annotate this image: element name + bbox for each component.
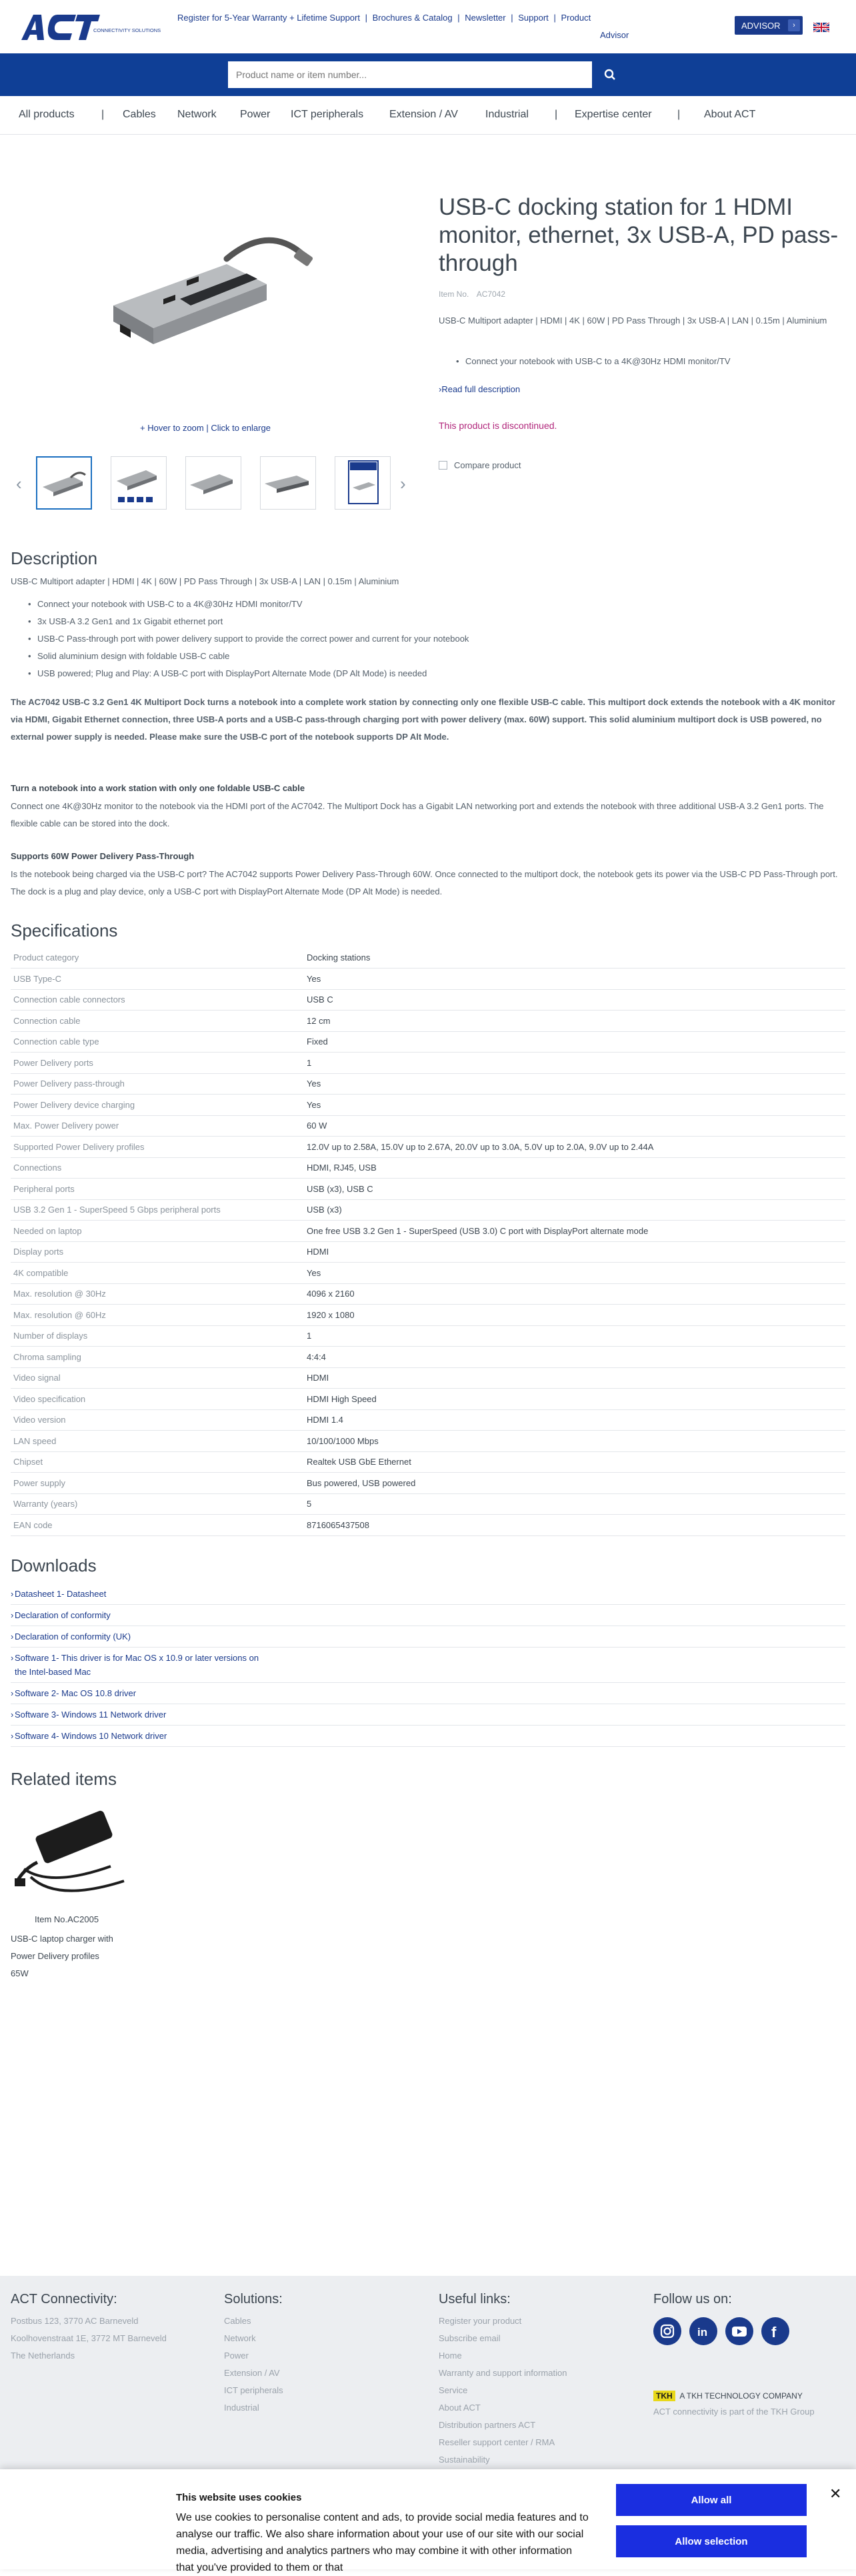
act-logo[interactable] (19, 12, 161, 43)
spec-value: Fixed (304, 1031, 845, 1053)
subsection-title: Turn a notebook into a work station with only one foldable USB-C cable (11, 783, 305, 793)
table-row (11, 989, 845, 1011)
facebook-icon[interactable] (761, 2317, 789, 2345)
table-row (11, 1263, 845, 1284)
spec-value: HDMI High Speed (304, 1389, 845, 1410)
spec-value: USB (x3), USB C (304, 1179, 845, 1200)
table-row (11, 1073, 845, 1095)
search-band (0, 53, 856, 96)
tkh-badge[interactable] (653, 2391, 803, 2401)
link-separator: | (365, 13, 367, 23)
list-item: • 3x USB-A 3.2 Gen1 and 1x Gigabit ethernet port (37, 616, 704, 634)
download-label: › Declaration of conformity (15, 1610, 111, 1620)
download-link[interactable] (11, 1726, 845, 1747)
footer-follow (653, 2292, 732, 2313)
link-product[interactable]: Product (561, 13, 591, 23)
main-nav (0, 96, 856, 135)
spec-key: Chipset (11, 1451, 304, 1473)
item-number-value: AC7042 (476, 289, 506, 299)
table-row (11, 1179, 845, 1200)
table-row (11, 1283, 845, 1305)
spec-key: Connection cable type (11, 1031, 304, 1053)
link-newsletter[interactable]: Newsletter (465, 13, 506, 23)
product-bullet: • Connect your notebook with USB-C to a 4K@30Hz HDMI monitor/TV (465, 356, 731, 366)
footer-link[interactable]: Distribution partners ACT (439, 2420, 536, 2430)
footer-link[interactable]: Sustainability (439, 2455, 490, 2465)
zoom-hint[interactable]: + Hover to zoom | Click to enlarge (140, 423, 271, 433)
spec-value: 60 W (304, 1115, 845, 1137)
thumbnail-image (186, 457, 239, 508)
discontinued-notice: This product is discontinued. (439, 420, 557, 431)
spec-key: Warranty (years) (11, 1493, 304, 1515)
download-link[interactable] (11, 1626, 845, 1648)
table-row (11, 947, 845, 969)
spec-key: Connection cable (11, 1011, 304, 1032)
svg-text:in: in (697, 2326, 707, 2339)
short-description: USB-C Multiport adapter | HDMI | 4K | 60W | PD Pass Through | 3x USB-A | LAN | 0.15m | Aluminium (439, 315, 827, 326)
thumbnail[interactable] (335, 456, 391, 510)
related-item-name-line: 65W (11, 1968, 29, 1978)
instagram-icon[interactable] (653, 2317, 681, 2345)
spec-key: Chroma sampling (11, 1347, 304, 1368)
spec-value: Yes (304, 1095, 845, 1116)
tkh-logo-icon: TKH (653, 2391, 675, 2401)
spec-value: 5 (304, 1493, 845, 1515)
nav-separator: | (555, 109, 558, 120)
nav-about-act[interactable]: About ACT (704, 109, 756, 120)
thumbnail-image (335, 457, 389, 508)
related-item-name-line: Power Delivery profiles (11, 1951, 99, 1961)
spec-key: Product category (11, 947, 304, 969)
search-button[interactable] (592, 61, 628, 88)
spec-value: 10/100/1000 Mbps (304, 1431, 845, 1452)
chevron-right-icon: › (788, 19, 800, 31)
footer-link[interactable]: Reseller support center / RMA (439, 2437, 555, 2447)
footer-link[interactable]: Industrial (224, 2403, 259, 2413)
footer-solutions (224, 2292, 283, 2417)
download-label: › Declaration of conformity (UK) (15, 1632, 131, 1642)
table-row (11, 1137, 845, 1158)
compare-product[interactable] (439, 460, 521, 470)
thumbnail[interactable] (111, 456, 167, 510)
table-row (11, 1053, 845, 1074)
table-row (11, 1031, 845, 1053)
list-item: • Connect your notebook with USB-C to a 4K@30Hz HDMI monitor/TV (37, 599, 704, 616)
table-row (11, 1367, 845, 1389)
nav-all-products[interactable]: All products (19, 109, 75, 120)
product-title: USB-C docking station for 1 HDMI monitor, ethernet, 3x USB-A, PD pass-through (439, 194, 839, 276)
footer-link[interactable]: Home (439, 2351, 462, 2361)
linkedin-icon[interactable] (689, 2317, 717, 2345)
spec-key: Power Delivery pass-through (11, 1073, 304, 1095)
spec-key: LAN speed (11, 1431, 304, 1452)
downloads-heading: Downloads (11, 1555, 97, 1575)
table-row (11, 1515, 845, 1536)
thumbnail-strip (0, 454, 427, 512)
link-advisor[interactable]: Advisor (600, 30, 629, 40)
spec-value: 1920 x 1080 (304, 1305, 845, 1326)
footer-heading: Solutions: (224, 2292, 283, 2307)
specifications-heading: Specifications (11, 920, 118, 940)
footer-link[interactable]: Warranty and support information (439, 2368, 567, 2378)
spec-key: Max. Power Delivery power (11, 1115, 304, 1137)
spec-key: Connection cable connectors (11, 989, 304, 1011)
nav-power[interactable]: Power (240, 109, 271, 120)
cookie-text: We use cookies to personalise content and ads, to provide social media features and to analyse our traffic. We also share information about your use of our site with our social media, advertising and analytics partners who may combine it with other information that you've provided to them or that (176, 2512, 589, 2573)
table-row (11, 1157, 845, 1179)
download-label: › Software 3- Windows 11 Network driver (15, 1710, 167, 1720)
spec-value: 8716065437508 (304, 1515, 845, 1536)
download-label: › Software 2- Mac OS 10.8 driver (15, 1688, 137, 1698)
spec-value: USB (x3) (304, 1199, 845, 1221)
nav-industrial[interactable]: Industrial (485, 109, 529, 120)
spec-key: USB 3.2 Gen 1 - SuperSpeed 5 Gbps peripheral ports (11, 1199, 304, 1221)
spec-value: 4:4:4 (304, 1347, 845, 1368)
advisor-button-label: ADVISOR (741, 20, 781, 31)
list-item: • Solid aluminium design with foldable USB-C cable (37, 651, 704, 668)
advisor-button[interactable] (735, 16, 803, 35)
spec-value: Yes (304, 1073, 845, 1095)
footer-text: Postbus 123, 3770 AC Barneveld (11, 2316, 139, 2326)
footer-address (11, 2292, 167, 2365)
cookie-banner (0, 2469, 856, 2573)
table-row (11, 1493, 845, 1515)
link-separator: | (457, 13, 460, 23)
spec-value: HDMI (304, 1241, 845, 1263)
spec-value: 1 (304, 1325, 845, 1347)
table-row (11, 969, 845, 990)
spec-key: Video version (11, 1409, 304, 1431)
spec-key: Display ports (11, 1241, 304, 1263)
footer-heading: Useful links: (439, 2292, 511, 2307)
description-bullets (37, 599, 704, 686)
related-item-image[interactable] (11, 1802, 131, 1902)
footer-heading: Follow us on: (653, 2292, 732, 2307)
spec-key: Power Delivery device charging (11, 1095, 304, 1116)
description-intro: USB-C Multiport adapter | HDMI | 4K | 60W | PD Pass Through | 3x USB-A | LAN | 0.15m | Aluminium (11, 576, 399, 586)
table-row (11, 1115, 845, 1137)
spec-key: Video signal (11, 1367, 304, 1389)
download-link[interactable] (11, 1583, 845, 1605)
table-row (11, 1241, 845, 1263)
table-row (11, 1409, 845, 1431)
table-row (11, 1305, 845, 1326)
svg-text:f: f (771, 2324, 776, 2341)
download-label: › Datasheet 1- Datasheet (15, 1589, 107, 1599)
nav-extension-av[interactable]: Extension / AV (389, 109, 458, 120)
spec-value: 12 cm (304, 1011, 845, 1032)
spec-value: Yes (304, 1263, 845, 1284)
footer-link[interactable]: About ACT (439, 2403, 481, 2413)
table-row (11, 1011, 845, 1032)
link-support[interactable]: Support (518, 13, 549, 23)
close-icon[interactable]: ✕ (829, 2485, 842, 2502)
related-item-name-line: USB-C laptop charger with (11, 1934, 113, 1944)
table-row (11, 1473, 845, 1494)
spec-key: Video specification (11, 1389, 304, 1410)
thumbnail-image (111, 457, 165, 508)
spec-value: HDMI 1.4 (304, 1409, 845, 1431)
nav-separator: | (677, 109, 681, 120)
compare-label: Compare product (454, 460, 521, 470)
read-full-description-link[interactable]: ›Read full description (439, 384, 521, 394)
nav-separator: | (101, 109, 105, 120)
subsection-text: Is the notebook being charged via the USB-C port? The AC7042 supports Power Delivery Pass-Through 60W. Once connected to the multiport dock, the notebook gets its power via the USB-C PD Pass-Through port. The dock is a plug and play device, only a USB-C port with DisplayPort Alternate Mode (DP Alt Mode) is needed. (11, 869, 838, 896)
nav-ict-peripherals[interactable]: ICT peripherals (291, 109, 364, 120)
spec-value: 1 (304, 1053, 845, 1074)
footer-link[interactable]: Network (224, 2333, 256, 2343)
youtube-icon[interactable] (725, 2317, 753, 2345)
download-label: the Intel-based Mac (15, 1667, 91, 1677)
footer-link[interactable]: Service (439, 2385, 468, 2395)
footer-useful-links (439, 2292, 567, 2469)
footer-text: Koolhovenstraat 1E, 3772 MT Barneveld (11, 2333, 167, 2343)
allow-selection-button[interactable]: Allow selection (616, 2525, 807, 2557)
chevron-left-icon[interactable]: ‹ (16, 474, 22, 494)
nav-expertise-center[interactable]: Expertise center (575, 109, 652, 120)
list-item: • USB-C Pass-through port with power delivery support to provide the correct power and current for your notebook (37, 634, 704, 651)
spec-value: 12.0V up to 2.58A, 15.0V up to 2.67A, 20.0V up to 3.0A, 5.0V up to 2.0A, 9.0V up to 2.44A (304, 1137, 845, 1158)
download-label: › Software 4- Windows 10 Network driver (15, 1731, 167, 1741)
table-row (11, 1095, 845, 1116)
footer-link[interactable]: Subscribe email (439, 2333, 501, 2343)
spec-key: Peripheral ports (11, 1179, 304, 1200)
nav-cables[interactable]: Cables (123, 109, 156, 120)
list-item: • USB powered; Plug and Play: A USB-C port with DisplayPort Alternate Mode (DP Alt Mode) is needed (37, 668, 704, 686)
table-row (11, 1431, 845, 1452)
allow-all-button[interactable]: Allow all (616, 2484, 807, 2516)
spec-value: HDMI, RJ45, USB (304, 1157, 845, 1179)
spec-key: Connections (11, 1157, 304, 1179)
spec-value: Realtek USB GbE Ethernet (304, 1451, 845, 1473)
spec-value: One free USB 3.2 Gen 1 - SuperSpeed (USB 3.0) C port with DisplayPort alternate mode (304, 1221, 845, 1242)
product-main-image[interactable] (100, 185, 324, 399)
spec-value: Bus powered, USB powered (304, 1473, 845, 1494)
item-number-label: Item No. (439, 289, 469, 299)
subsection-text: Connect one 4K@30Hz monitor to the notebook via the HDMI port of the AC7042. The Multiport Dock has a Gigabit LAN networking port and extends the notebook with three additional USB-A 3.2 Gen1 ports. The flexible cable can be stored into the dock. (11, 801, 824, 828)
spec-value: Docking stations (304, 947, 845, 969)
link-separator: | (553, 13, 556, 23)
spec-key: Power Delivery ports (11, 1053, 304, 1074)
footer-text: The Netherlands (11, 2351, 75, 2361)
subsection-title: Supports 60W Power Delivery Pass-Through (11, 851, 195, 861)
spec-key: Max. resolution @ 30Hz (11, 1283, 304, 1305)
thumbnail[interactable] (260, 456, 316, 510)
nav-network[interactable]: Network (177, 109, 217, 120)
spec-value: HDMI (304, 1367, 845, 1389)
top-header (0, 0, 856, 53)
search-icon (604, 69, 616, 81)
table-row (11, 1347, 845, 1368)
related-item-name[interactable] (11, 1930, 144, 1982)
spec-value: USB C (304, 989, 845, 1011)
spec-key: 4K compatible (11, 1263, 304, 1284)
spec-key: Power supply (11, 1473, 304, 1494)
footer-link[interactable]: ICT peripherals (224, 2385, 283, 2395)
footer-link[interactable]: Cables (224, 2316, 251, 2326)
thumbnail[interactable] (36, 456, 92, 510)
table-row (11, 1325, 845, 1347)
link-separator: | (511, 13, 513, 23)
description-heading: Description (11, 548, 98, 568)
download-link[interactable] (11, 1683, 845, 1704)
footer-link[interactable]: Extension / AV (224, 2368, 280, 2378)
table-row (11, 1389, 845, 1410)
thumbnail[interactable] (185, 456, 241, 510)
top-links (177, 9, 629, 40)
search-input[interactable] (228, 61, 592, 88)
download-link[interactable] (11, 1605, 845, 1626)
footer-link[interactable]: Register your product (439, 2316, 522, 2326)
specifications-table (11, 947, 845, 1536)
uk-flag-icon[interactable] (813, 23, 829, 32)
spec-value: Yes (304, 969, 845, 990)
chevron-right-icon[interactable]: › (400, 474, 406, 494)
spec-key: Supported Power Delivery profiles (11, 1137, 304, 1158)
related-items-heading: Related items (11, 1769, 117, 1789)
description-summary: The AC7042 USB-C 3.2 Gen1 4K Multiport Dock turns a notebook into a complete work station by connecting only one flexible USB-C cable. This multiport dock extends the notebook with a 4K monitor via HDMI, Gigabit Ethernet connection, three USB-A ports and a USB-C pass-through charging port with power delivery (max. 60W) support. This solid aluminium multiport dock is USB powered, no external power supply is needed. Please make sure the USB-C port of the notebook supports DP Alt Mode. (11, 697, 835, 742)
download-link[interactable] (11, 1704, 845, 1726)
footer-heading: ACT Connectivity: (11, 2292, 117, 2307)
thumbnail-image (37, 458, 91, 508)
table-row (11, 1199, 845, 1221)
svg-text:CONNECTIVITY SOLUTIONS: CONNECTIVITY SOLUTIONS (93, 27, 161, 33)
related-item-number[interactable]: Item No.AC2005 (35, 1914, 99, 1924)
spec-key: EAN code (11, 1515, 304, 1536)
item-number (439, 289, 505, 299)
download-label: › Software 1- This driver is for Mac OS x 10.9 or later versions on (15, 1653, 259, 1663)
compare-checkbox[interactable] (439, 461, 447, 470)
spec-key: Number of displays (11, 1325, 304, 1347)
table-row (11, 1451, 845, 1473)
download-link[interactable] (11, 1648, 845, 1683)
spec-key: Needed on laptop (11, 1221, 304, 1242)
social-icons (653, 2317, 795, 2347)
spec-key: USB Type-C (11, 969, 304, 990)
tkh-group-text: ACT connectivity is part of the TKH Group (653, 2407, 815, 2417)
spec-value: 4096 x 2160 (304, 1283, 845, 1305)
cookie-title: This website uses cookies (176, 2492, 302, 2503)
tkh-tagline: A TKH TECHNOLOGY COMPANY (679, 2391, 803, 2401)
spec-key: Max. resolution @ 60Hz (11, 1305, 304, 1326)
downloads-list (11, 1583, 845, 1747)
thumbnail-image (261, 457, 314, 508)
footer-link[interactable]: Power (224, 2351, 249, 2361)
link-register-warranty[interactable]: Register for 5-Year Warranty + Lifetime Support (177, 13, 360, 23)
table-row (11, 1221, 845, 1242)
link-brochures[interactable]: Brochures & Catalog (372, 13, 453, 23)
